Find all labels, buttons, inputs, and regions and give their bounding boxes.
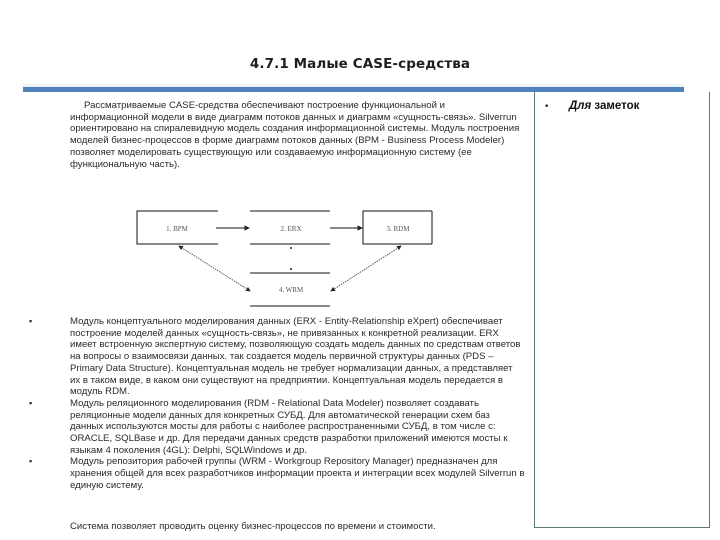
bullet-text: Модуль концептуального моделирования данных (ERX - Entity-Relationship eXpert) обеспечивает построение моделей данных «сущность-связь», не привязанных к конкретной реализации. ERX имеет встроенную экспертную систему, позволяющую создать модель данных по средствам ответов на вопросы о взаимосвязи данных. так создается модель первичной структуры данных (PDS – Primary Data Structure). Концептуальная модель не требует нормализации данных, а представляет их в таком виде, в каком они существуют на предприятии. Концептуальная модель передается в модуль RDM.	[70, 316, 521, 398]
notes-label-italic: Для	[569, 100, 592, 112]
bullet-text: Модуль репозитория рабочей группы (WRM - Workgroup Repository Manager) предназначен для хранения общей для всех разработчиков информации проекта и интеграции всех модулей Silverrun в единую систему.	[70, 456, 525, 491]
notes-bullet-icon: •	[544, 102, 550, 112]
notes-label-rest: заметок	[591, 100, 640, 112]
slide-title: 4.7.1 Малые CASE-средства	[249, 56, 471, 72]
node-label-bpm: 1. BPM	[166, 225, 188, 233]
bullet-text: Модуль реляционного моделирования (RDM - Relational Data Modeler) позволяет создавать реляционные модели данных для конкретных СУБД. Для автоматической генерации схем баз данных используются мосты для работы с наиболее распространенными СУБД, в том числе с: ORACLE, SQLBase и др. Для передачи данных средств разработки приложений имеются мосты к языкам 4 поколения (4GL): Delphi, SQLWindows и др.	[70, 397, 508, 456]
intro-paragraph: Рассматриваемые CASE-средства обеспечивают построение функциональной и информационной модели в виде диаграмм потоков данных и диаграмм «сущность-связь». Silverrun ориентировано на спиралевидную модель создания информационной системы. Модуль построения моделей бизнес-процессов в форме диаграмм потоков данных (BPM - Business Process Modeler) позволяет моделировать существующую или создаваемую информационную систему (ее функциональную часть).	[70, 100, 520, 170]
node-label-erx: 2. ERX	[280, 225, 302, 233]
diagram-node-rdm	[363, 211, 432, 244]
node-label-wrm: 4. WRM	[278, 286, 304, 294]
edge-rdm-wrm	[331, 246, 401, 291]
bullet-item-erx	[20, 316, 525, 398]
edge-bpm-wrm	[179, 246, 250, 291]
diagram-node-bpm	[137, 211, 218, 244]
module-diagram	[130, 200, 440, 315]
module-bullet-list	[20, 316, 525, 492]
bullet-square-icon: ▪	[29, 397, 33, 408]
diagram-node-wrm	[250, 273, 330, 306]
node-label-rdm: 3. RDM	[386, 225, 410, 233]
bullet-square-icon: ▪	[29, 316, 33, 326]
edge-erx-wrm	[290, 247, 292, 270]
bullet-item-wrm	[20, 456, 525, 491]
bullet-square-icon: ▪	[29, 456, 33, 467]
bullet-item-rdm	[20, 398, 525, 457]
notes-label	[569, 100, 639, 112]
notes-panel[interactable]	[534, 92, 710, 528]
diagram-node-erx	[250, 211, 330, 244]
closing-line: Система позволяет проводить оценку бизнес-процессов по времени и стоимости.	[70, 521, 436, 532]
